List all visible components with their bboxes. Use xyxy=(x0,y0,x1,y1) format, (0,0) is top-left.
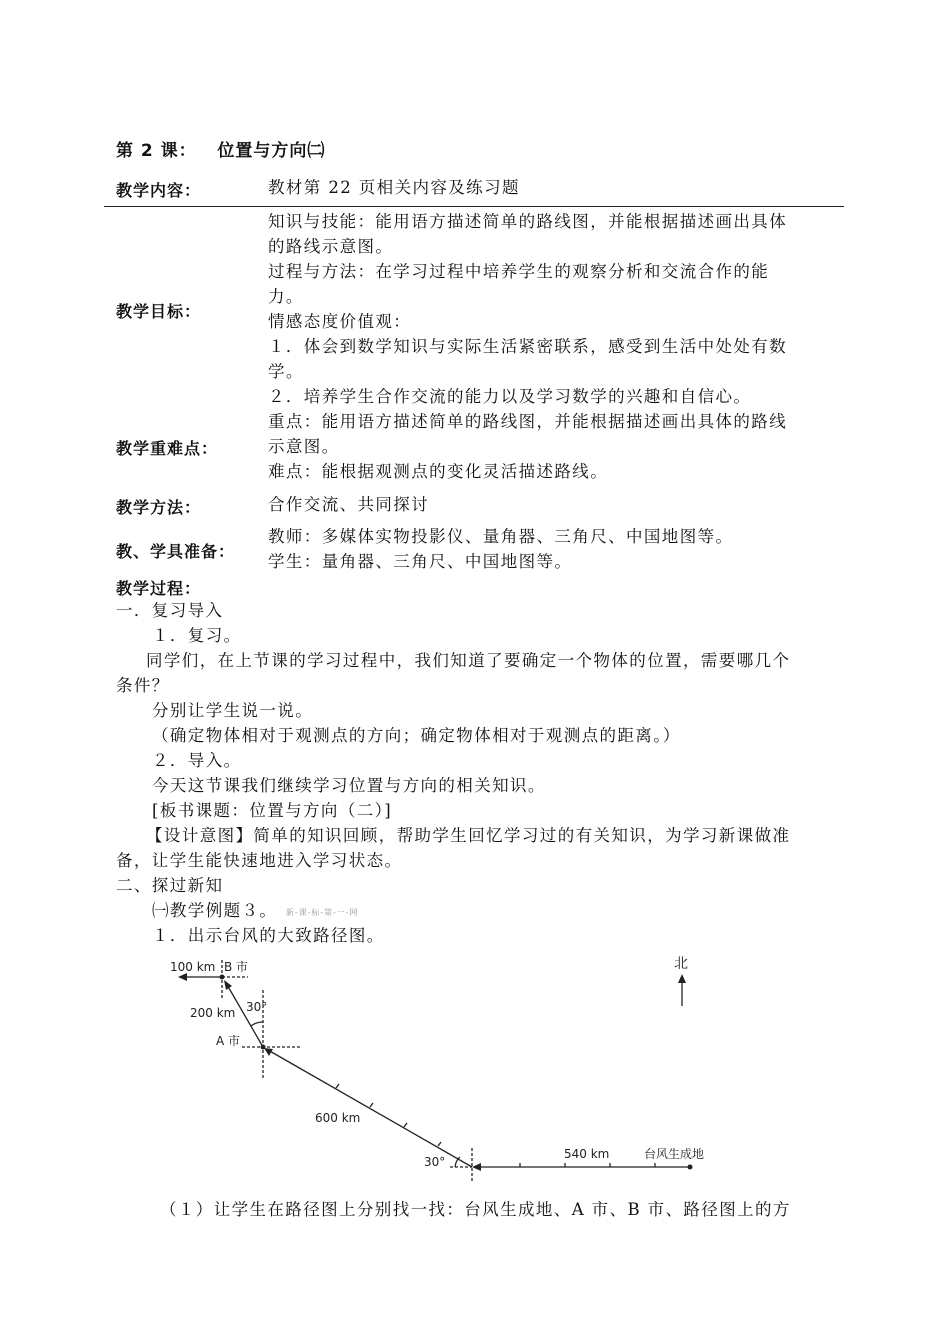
objectives-line: 过程与方法：在学习过程中培养学生的观察分析和交流合作的能 xyxy=(268,262,770,281)
label-100km: 100 km xyxy=(170,960,216,974)
content-label: 教学内容： xyxy=(116,181,202,200)
lesson-title: 第 2 课： 位置与方向㈡ xyxy=(116,141,326,161)
process-line: 一．复习导入 xyxy=(116,601,224,620)
process-line: （确定物体相对于观测点的方向；确定物体相对于观测点的距离。） xyxy=(152,726,681,745)
objectives-line: 学。 xyxy=(268,362,304,381)
objectives-label: 教学目标： xyxy=(116,302,202,321)
angle-arc-top xyxy=(251,1022,263,1026)
watermark: 新-课-标-第-一-网 xyxy=(286,908,359,917)
process-line: ㈠教学例题３。 xyxy=(152,901,278,920)
label-origin: 台风生成地 xyxy=(644,1147,705,1161)
content-value: 教材第 22 页相关内容及练习题 xyxy=(268,178,520,197)
typhoon-route-diagram xyxy=(160,950,740,1190)
label-600km: 600 km xyxy=(315,1111,361,1125)
process-heading: 教学过程： xyxy=(116,579,202,598)
process-line: [板书课题：位置与方向（二）] xyxy=(152,801,393,820)
arrowhead-origin xyxy=(472,1163,481,1171)
process-bottom-line: （１）让学生在路径图上分别找一找：台风生成地、A 市、B 市、路径图上的方 xyxy=(160,1200,791,1219)
process-line: ２．导入。 xyxy=(152,751,242,770)
north-label: 北 xyxy=(674,956,688,972)
prep-line: 教师：多媒体实物投影仪、量角器、三角尺、中国地图等。 xyxy=(268,527,734,546)
process-line: １．出示台风的大致路径图。 xyxy=(152,926,385,945)
table-rule xyxy=(104,206,844,207)
label-540km: 540 km xyxy=(564,1147,610,1161)
north-arrowhead xyxy=(678,974,686,983)
point-b xyxy=(220,975,225,980)
process-line: 【设计意图】简单的知识回顾，帮助学生回忆学习过的有关知识，为学习新课做准 xyxy=(146,826,791,845)
objectives-line: 知识与技能：能用语方描述简单的路线图，并能根据描述画出具体 xyxy=(268,212,788,231)
label-a-city: A 市 xyxy=(216,1034,241,1048)
objectives-line: 力。 xyxy=(268,287,304,306)
label-30-bottom: 30° xyxy=(424,1155,446,1169)
objectives-line: 情感态度价值观： xyxy=(268,312,412,331)
key-points-line: 难点：能根据观测点的变化灵活描述路线。 xyxy=(268,462,609,481)
arrowhead-west xyxy=(178,973,187,981)
label-b-city: B 市 xyxy=(224,960,249,974)
process-line: 今天这节课我们继续学习位置与方向的相关知识。 xyxy=(152,776,546,795)
method-label: 教学方法： xyxy=(116,498,202,517)
point-a xyxy=(261,1045,266,1050)
process-line: 二、探过新知 xyxy=(116,876,224,895)
method-value: 合作交流、共同探讨 xyxy=(268,495,430,514)
objectives-line: 的路线示意图。 xyxy=(268,237,394,256)
route-origin-to-a xyxy=(268,1050,472,1167)
process-line: 备，让学生能快速地进入学习状态。 xyxy=(116,851,403,870)
process-line: 分别让学生说一说。 xyxy=(152,701,314,720)
label-200km: 200 km xyxy=(190,1006,236,1020)
key-points-label: 教学重难点： xyxy=(116,439,219,458)
label-30-top: 30° xyxy=(246,1000,268,1014)
objectives-line: ２．培养学生合作交流的能力以及学习数学的兴趣和自信心。 xyxy=(268,387,752,406)
process-line: １．复习。 xyxy=(152,626,242,645)
point-origin xyxy=(688,1165,693,1170)
prep-line: 学生：量角器、三角尺、中国地图等。 xyxy=(268,552,573,571)
key-points-line: 示意图。 xyxy=(268,437,340,456)
process-line: 条件？ xyxy=(116,676,170,695)
arrowhead-b xyxy=(224,980,232,990)
process-line: 同学们，在上节课的学习过程中，我们知道了要确定一个物体的位置，需要哪几个 xyxy=(146,651,791,670)
objectives-line: １．体会到数学知识与实际生活紧密联系，感受到生活中处处有数 xyxy=(268,337,788,356)
prep-label: 教、学具准备： xyxy=(116,542,236,561)
key-points-line: 重点：能用语方描述简单的路线图，并能根据描述画出具体的路线 xyxy=(268,412,788,431)
